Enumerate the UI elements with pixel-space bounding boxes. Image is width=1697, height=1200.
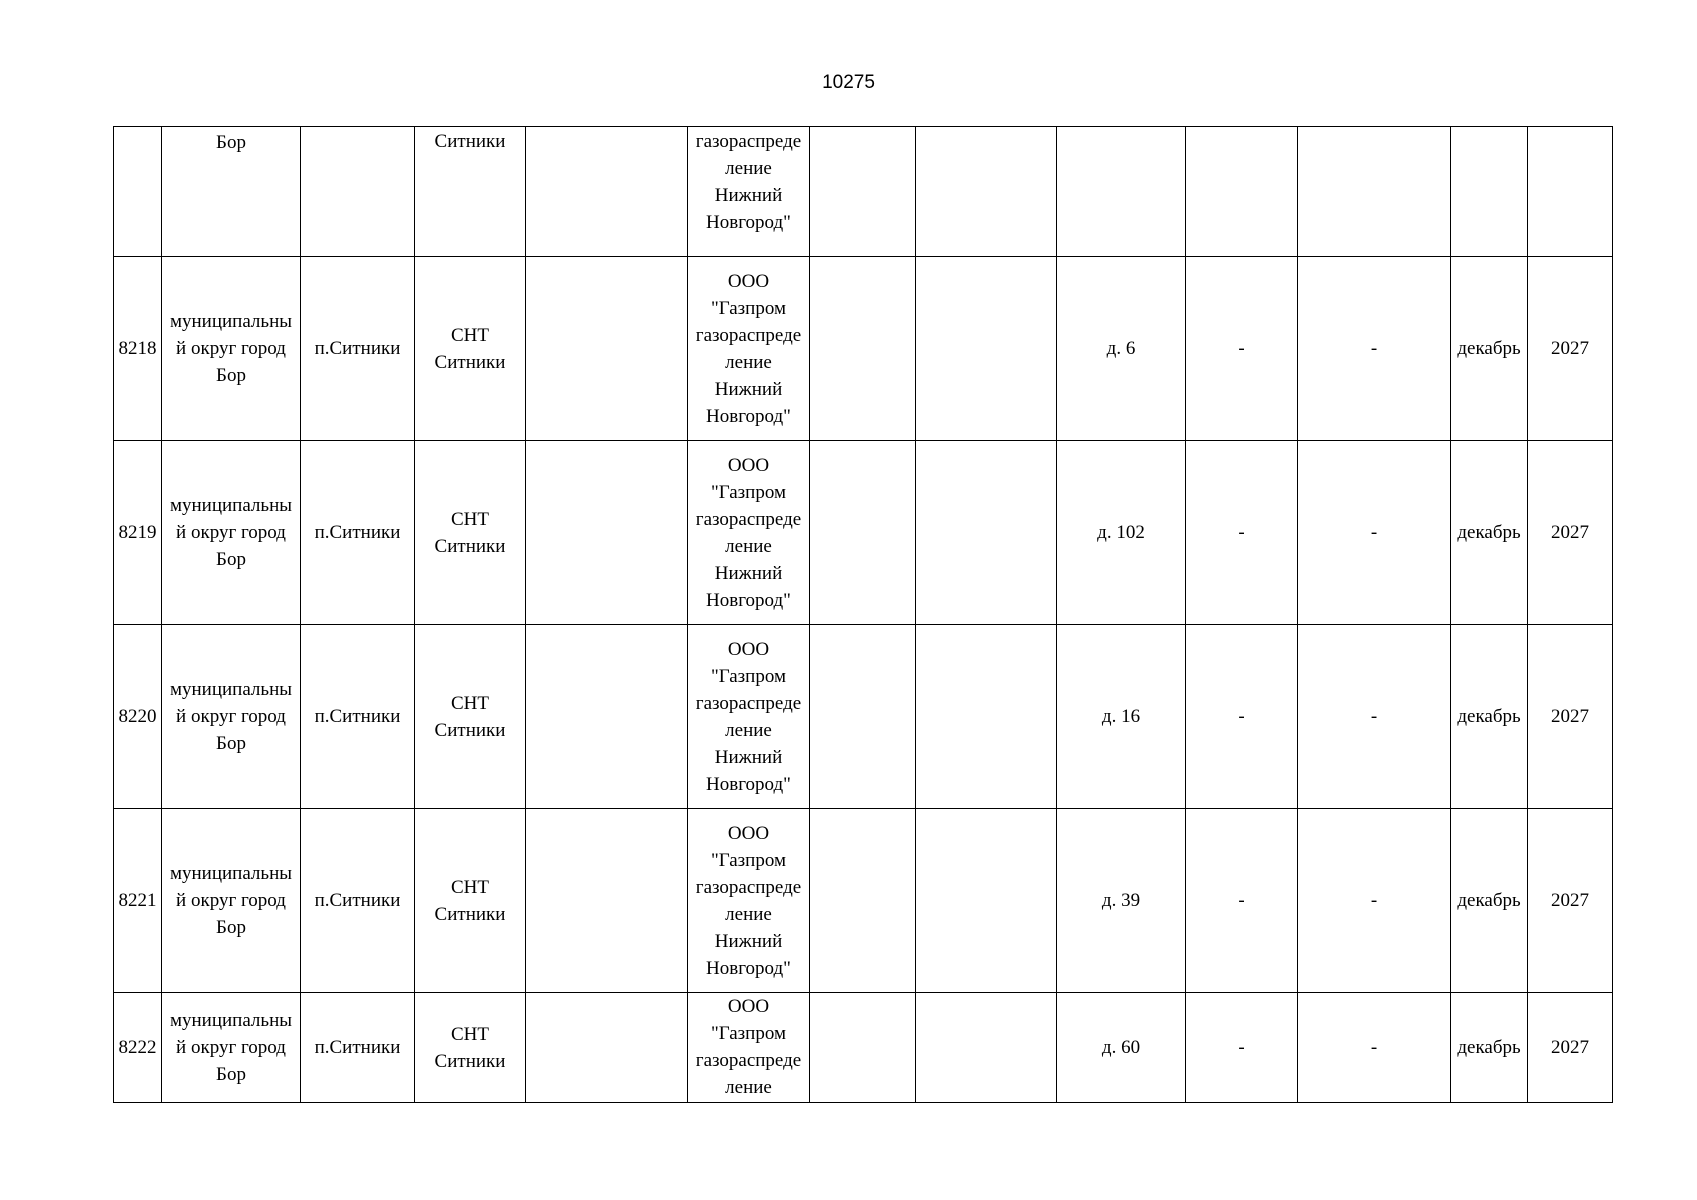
dash-cell [1298, 127, 1451, 257]
dash-cell: - [1298, 993, 1451, 1103]
snt-cell: СНТ Ситники [415, 993, 526, 1103]
year-cell: 2027 [1528, 257, 1613, 441]
table-row [114, 441, 1613, 625]
empty-cell [916, 993, 1057, 1103]
row-number-cell: 8219 [114, 441, 162, 625]
table-row [114, 127, 1613, 257]
dash-cell: - [1298, 625, 1451, 809]
dash-cell: - [1186, 625, 1298, 809]
empty-cell [916, 257, 1057, 441]
empty-cell [916, 809, 1057, 993]
snt-cell: СНТ Ситники [415, 809, 526, 993]
organization-cell: ООО "Газпром газораспреде ление [688, 993, 810, 1103]
house-cell: д. 102 [1057, 441, 1186, 625]
row-number-cell: 8222 [114, 993, 162, 1103]
municipality-cell: муниципальны й округ город Бор [162, 625, 301, 809]
empty-cell [810, 625, 916, 809]
table-row [114, 625, 1613, 809]
empty-cell [526, 441, 688, 625]
settlement-cell: п.Ситники [301, 625, 415, 809]
snt-cell: СНТ Ситники [415, 441, 526, 625]
empty-cell [810, 257, 916, 441]
municipality-cell: муниципальны й округ город Бор [162, 257, 301, 441]
dash-cell: - [1186, 809, 1298, 993]
table-row [114, 809, 1613, 993]
organization-cell: ООО "Газпром газораспреде ление Нижний Новгород" [688, 441, 810, 625]
month-cell: декабрь [1451, 809, 1528, 993]
dash-cell: - [1186, 441, 1298, 625]
municipality-cell: муниципальны й округ город Бор [162, 441, 301, 625]
house-cell: д. 39 [1057, 809, 1186, 993]
empty-cell [526, 993, 688, 1103]
row-number-cell: 8221 [114, 809, 162, 993]
snt-cell: СНТ Ситники [415, 257, 526, 441]
dash-cell: - [1186, 257, 1298, 441]
dash-cell [1186, 127, 1298, 257]
data-table [113, 126, 1613, 1103]
row-number-cell: 8218 [114, 257, 162, 441]
page-number: 10275 [822, 72, 875, 93]
organization-cell: ООО "Газпром газораспреде ление Нижний Новгород" [688, 809, 810, 993]
settlement-cell [301, 127, 415, 257]
month-cell: декабрь [1451, 257, 1528, 441]
municipality-cell: муниципальны й округ город Бор [162, 809, 301, 993]
organization-cell: ООО "Газпром газораспреде ление Нижний Новгород" [688, 257, 810, 441]
table-row [114, 993, 1613, 1103]
empty-cell [916, 127, 1057, 257]
dash-cell: - [1298, 441, 1451, 625]
organization-cell: газораспреде ление Нижний Новгород" [688, 127, 810, 257]
snt-cell: Ситники [415, 127, 526, 257]
empty-cell [810, 809, 916, 993]
empty-cell [526, 809, 688, 993]
year-cell [1528, 127, 1613, 257]
table-row [114, 257, 1613, 441]
empty-cell [526, 127, 688, 257]
dash-cell: - [1186, 993, 1298, 1103]
house-cell [1057, 127, 1186, 257]
snt-cell: СНТ Ситники [415, 625, 526, 809]
empty-cell [810, 993, 916, 1103]
settlement-cell: п.Ситники [301, 441, 415, 625]
settlement-cell: п.Ситники [301, 257, 415, 441]
house-cell: д. 16 [1057, 625, 1186, 809]
empty-cell [526, 625, 688, 809]
row-number-cell [114, 127, 162, 257]
month-cell: декабрь [1451, 625, 1528, 809]
month-cell [1451, 127, 1528, 257]
municipality-cell: Бор [162, 127, 301, 257]
empty-cell [526, 257, 688, 441]
settlement-cell: п.Ситники [301, 809, 415, 993]
year-cell: 2027 [1528, 809, 1613, 993]
month-cell: декабрь [1451, 441, 1528, 625]
empty-cell [810, 127, 916, 257]
empty-cell [916, 625, 1057, 809]
year-cell: 2027 [1528, 625, 1613, 809]
dash-cell: - [1298, 809, 1451, 993]
organization-cell: ООО "Газпром газораспреде ление Нижний Новгород" [688, 625, 810, 809]
dash-cell: - [1298, 257, 1451, 441]
empty-cell [916, 441, 1057, 625]
row-number-cell: 8220 [114, 625, 162, 809]
house-cell: д. 6 [1057, 257, 1186, 441]
year-cell: 2027 [1528, 441, 1613, 625]
year-cell: 2027 [1528, 993, 1613, 1103]
house-cell: д. 60 [1057, 993, 1186, 1103]
empty-cell [810, 441, 916, 625]
municipality-cell: муниципальны й округ город Бор [162, 993, 301, 1103]
month-cell: декабрь [1451, 993, 1528, 1103]
settlement-cell: п.Ситники [301, 993, 415, 1103]
